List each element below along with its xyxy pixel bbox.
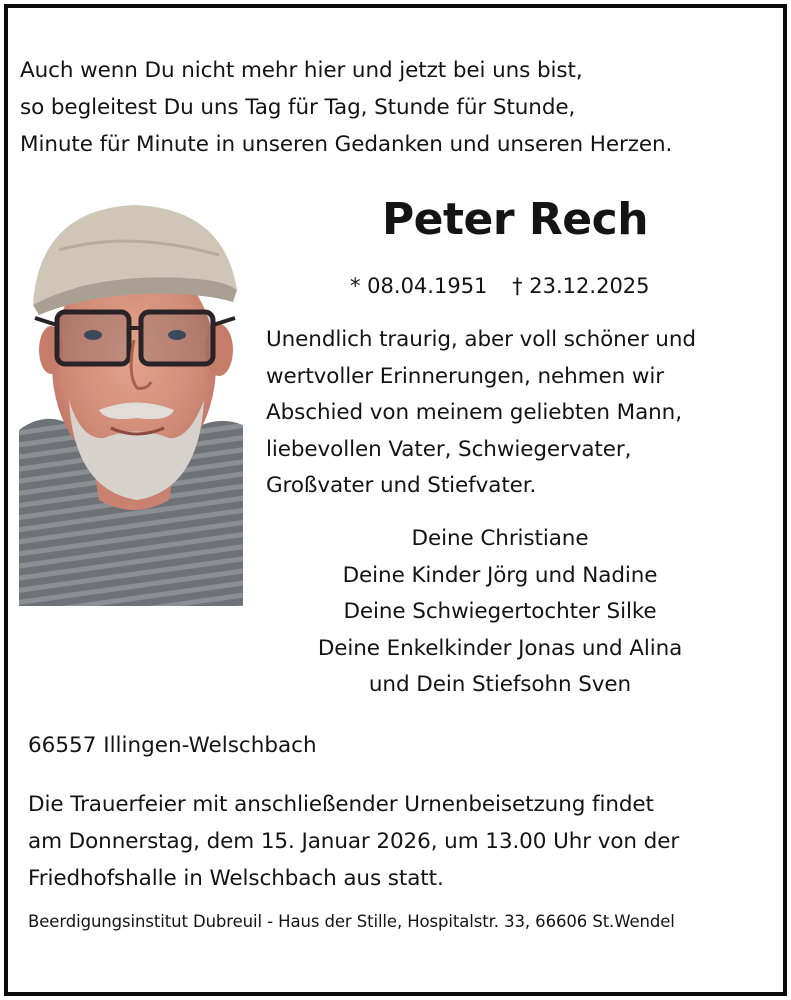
family-line: und Dein Stiefsohn Sven [368,672,632,697]
place-of-residence: 66557 Illingen-Welschbach [28,733,317,758]
poem [20,52,760,163]
death-date: † 23.12.2025 [512,274,650,298]
poem-line: so begleitest Du uns Tag für Tag, Stunde für Stunde, [20,95,576,120]
service-line: Die Trauerfeier mit anschließender Urnenbeisetzung findet [28,792,654,817]
birth-date: * 08.04.1951 [350,274,488,298]
message-line: wertvoller Erinnerungen, nehmen wir [266,363,664,389]
funeral-service-info [28,786,768,897]
poem-line: Minute für Minute in unseren Gedanken und unseren Herzen. [20,132,673,157]
portrait-photo [19,200,243,606]
message-line: Abschied von meinem geliebten Mann, [266,400,682,425]
life-dates [350,274,650,298]
family-line: Deine Kinder Jörg und Nadine [342,562,658,588]
poem-line: Auch wenn Du nicht mehr hier und jetzt bei uns bist, [20,58,583,83]
message-line: Großvater und Stiefvater. [266,473,537,498]
portrait-photo-icon [19,200,243,606]
service-line: am Donnerstag, dem 15. Januar 2026, um 13.00 Uhr von der [28,829,680,854]
funeral-home-footer: Beerdigungsinstitut Dubreuil - Haus der Stille, Hospitalstr. 33, 66606 St.Wendel [28,912,675,931]
condolence-message [266,322,766,505]
message-line: Unendlich traurig, aber voll schöner und [266,327,696,352]
family-line: Deine Enkelkinder Jonas und Alina [317,635,683,661]
service-line: Friedhofshalle in Welschbach aus statt. [28,866,444,891]
family-line: Deine Schwiegertochter Silke [343,599,657,624]
deceased-name: Peter Rech [381,194,649,245]
family-signatures [250,521,750,704]
family-line: Deine Christiane [411,526,589,551]
message-line: liebevollen Vater, Schwiegervater, [266,436,632,462]
